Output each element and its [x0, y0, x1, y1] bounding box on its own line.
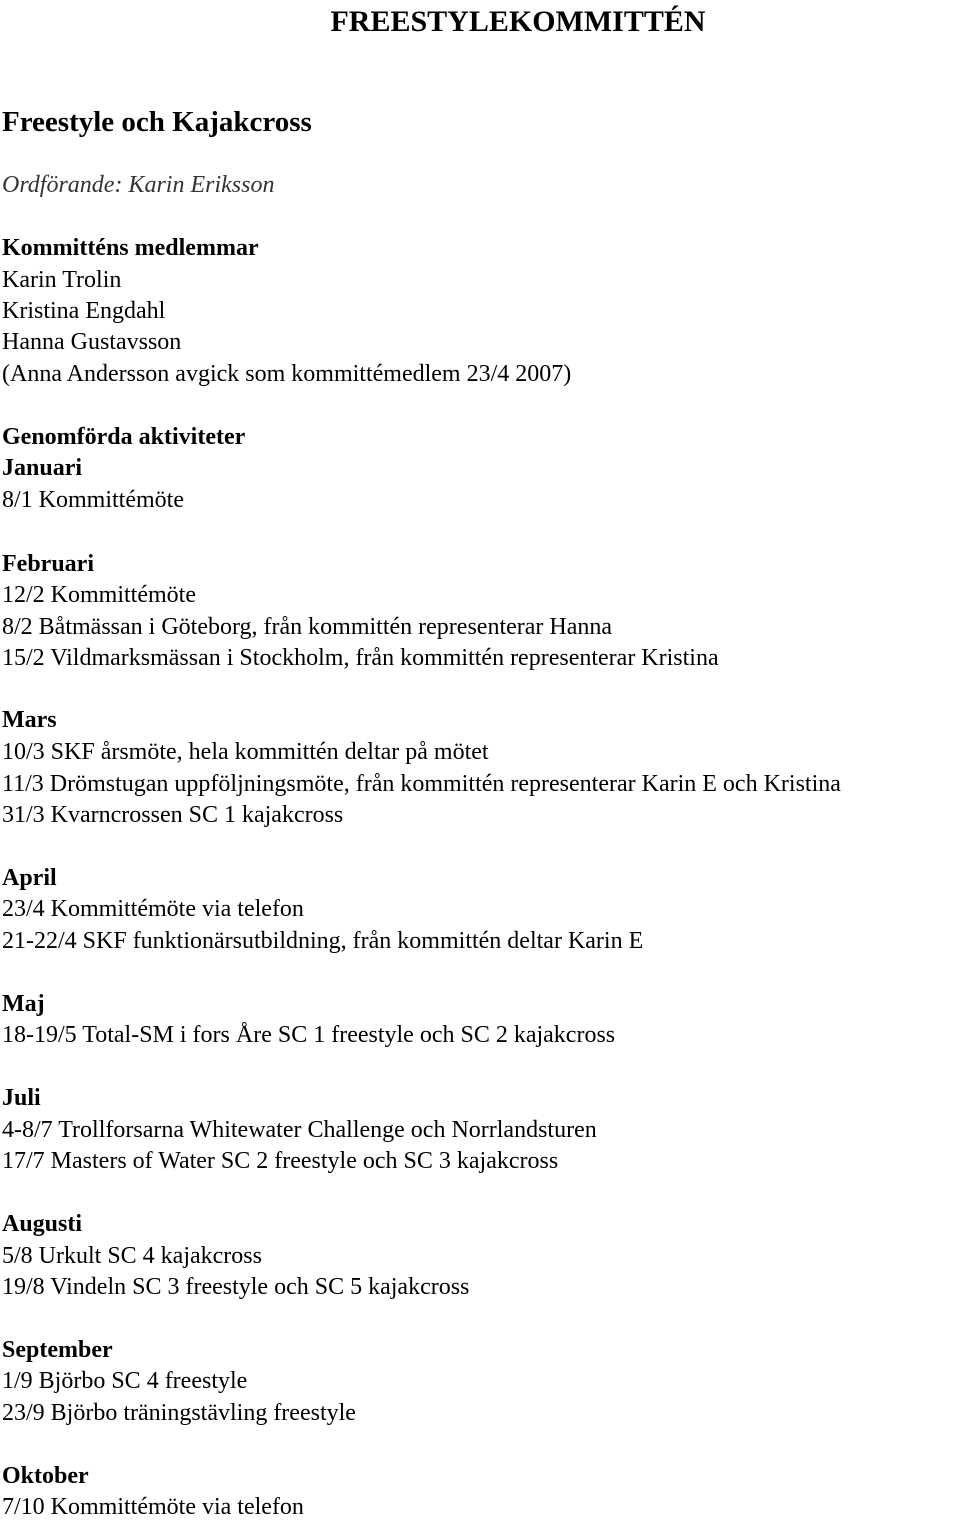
activity-entry: 23/4 Kommittémöte via telefon — [2, 896, 304, 922]
activity-entry: 5/8 Urkult SC 4 kajakcross — [2, 1243, 262, 1269]
member-item: Hanna Gustavsson — [2, 329, 182, 355]
activity-entry: 19/8 Vindeln SC 3 freestyle och SC 5 kajakcross — [2, 1274, 470, 1300]
activity-entry: 1/9 Björbo SC 4 freestyle — [2, 1368, 248, 1394]
document-title: FREESTYLEKOMMITTÉN — [330, 5, 706, 38]
month-heading-augusti: Augusti — [2, 1211, 83, 1237]
member-resignation-note: (Anna Andersson avgick som kommittémedlem 23/4 2007) — [2, 361, 572, 387]
activity-entry: 31/3 Kvarncrossen SC 1 kajakcross — [2, 802, 344, 828]
activity-entry: 12/2 Kommittémöte — [2, 582, 196, 608]
member-item: Karin Trolin — [2, 267, 122, 293]
month-heading-september: September — [2, 1337, 113, 1363]
month-heading-oktober: Oktober — [2, 1463, 89, 1489]
activity-entry: 21-22/4 SKF funktionärsutbildning, från kommittén deltar Karin E — [2, 928, 644, 954]
activity-entry: 17/7 Masters of Water SC 2 freestyle och SC 3 kajakcross — [2, 1148, 559, 1174]
chair-line: Ordförande: Karin Eriksson — [2, 172, 275, 198]
section-title: Freestyle och Kajakcross — [2, 106, 312, 138]
activity-entry: 23/9 Björbo träningstävling freestyle — [2, 1400, 356, 1426]
month-heading-april: April — [2, 865, 57, 891]
activity-entry: 18-19/5 Total-SM i fors Åre SC 1 freestyle och SC 2 kajakcross — [2, 1022, 616, 1048]
month-heading-januari: Januari — [2, 455, 83, 481]
activity-entry: 7/10 Kommittémöte via telefon — [2, 1494, 304, 1520]
activity-entry: 15/2 Vildmarksmässan i Stockholm, från kommittén representerar Kristina — [2, 645, 719, 671]
month-heading-mars: Mars — [2, 707, 57, 733]
activity-entry: 10/3 SKF årsmöte, hela kommittén deltar på mötet — [2, 739, 489, 765]
member-item: Kristina Engdahl — [2, 298, 166, 324]
month-heading-februari: Februari — [2, 551, 94, 577]
activity-entry: 11/3 Drömstugan uppföljningsmöte, från kommittén representerar Karin E och Kristina — [2, 771, 841, 797]
activity-entry: 8/1 Kommittémöte — [2, 487, 184, 513]
month-heading-juli: Juli — [2, 1085, 41, 1111]
activity-entry: 8/2 Båtmässan i Göteborg, från kommittén representerar Hanna — [2, 614, 613, 640]
activities-heading: Genomförda aktiviteter — [2, 424, 246, 450]
month-heading-maj: Maj — [2, 991, 45, 1017]
activity-entry: 4-8/7 Trollforsarna Whitewater Challenge och Norrlandsturen — [2, 1117, 597, 1143]
members-heading: Kommitténs medlemmar — [2, 235, 259, 261]
